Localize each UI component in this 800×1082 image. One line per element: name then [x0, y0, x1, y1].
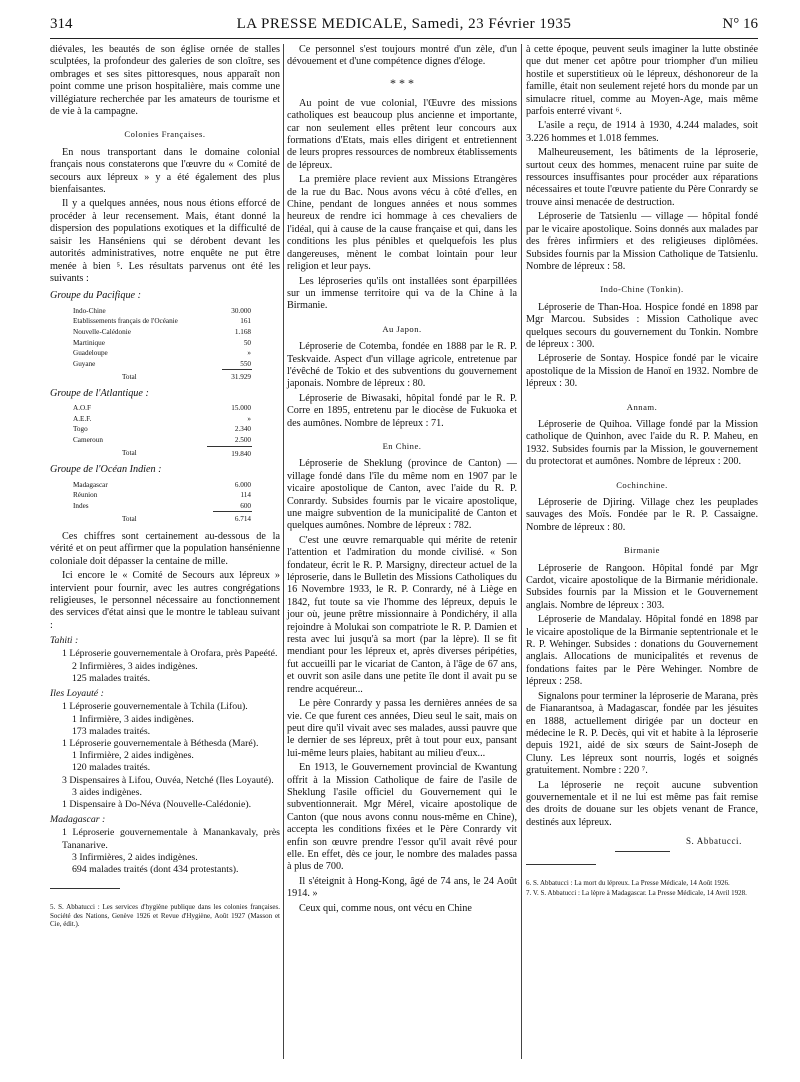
row-value: » — [247, 349, 251, 358]
column-3 — [526, 44, 758, 897]
stats-table — [72, 403, 252, 459]
page-number: 314 — [50, 16, 73, 32]
table-row — [72, 501, 252, 512]
section-heading: Colonies Françaises. — [124, 129, 206, 140]
row-label: Etablissements français de l'Océanie — [73, 317, 178, 326]
total-row — [72, 512, 252, 525]
section-heading: Au Japon. — [382, 323, 422, 334]
list-item: 125 malades traités. — [72, 672, 151, 684]
table-row — [72, 327, 252, 338]
list-item: 1 Léproserie gouvernementale à Tchila (Lifou). — [62, 701, 248, 713]
paragraph: Signalons pour terminer la léproserie de Marana, près de Fianarantsoa, à Madagascar, fondée par les jésuites en 1888, actuellement dirigée par un docteur en médecine le R. P. Decès, qui vit et habite à la léproserie depuis 1921, aidé de six sœurs de Saint-Joseph de Cluny. Les lépreux sont nourris, logés et soignés gratuitement. Nombre : 220 ⁷. — [526, 690, 758, 777]
section-heading: Birmanie — [624, 545, 660, 556]
row-value: 15.000 — [231, 404, 251, 413]
list-item: 1 Dispensaire à Do-Néva (Nouvelle-Calédonie). — [62, 798, 252, 810]
row-value: 30.000 — [231, 306, 251, 315]
journal-title: LA PRESSE MEDICALE, Samedi, 23 Février 1935 — [236, 16, 572, 32]
list-item: 3 Infirmières, 2 aides indigènes. — [72, 851, 198, 863]
column-divider — [521, 44, 522, 1059]
row-label: Nouvelle-Calédonie — [73, 327, 131, 336]
paragraph: La première place revient aux Missions Etrangères de la rue du Bac. Nous avons vécu à côté d'elles, en Chine, pendant de longues années et nous sommes heureux de rendre ici hommage à ces chevaliers de l'idéal, qui à cause de la cause française et qui, dans les conditions les plus pénibles et quelquefois les plus dangereuses, mènent le combat lointain pour leur religion et leur pays. — [287, 174, 517, 273]
table-row — [72, 424, 252, 435]
row-label: A.E.F. — [73, 414, 92, 423]
paragraph: Léproserie de Sheklung (province de Canton) — village fondé dans l'île du même nom en 1907 par le vicaire apostolique de Canton, avec l'aide du R. P. Conrardy. Subsides fournis par le vicaire apostolique, une maigre subvention de la municipalité de Canton et quelques aumônes. Nombre de lépreux : 782. — [287, 458, 517, 532]
table-row — [72, 338, 252, 349]
row-value: 6.000 — [234, 480, 251, 489]
paragraph: En 1913, le Gouvernement provincial de Kwantung offrit à la Mission Catholique de faire de l'asile de Sheklung l'asile officiel du Gouvernement qui le subventionnerait. Mgr Mérel, vicaire apostolique de Canton (que nous avons connu nous-même en Chine), accepta les conditions fixées et le Père Conrardy vit enfin son œuvre prendre l'essor qu'il avait rêvé pour elle. En effet, dès ce jour, le nombre des malades passa à plus de 700. — [287, 762, 517, 873]
paragraph: L'asile a reçu, de 1914 à 1930, 4.244 malades, soit 3.226 hommes et 1.018 femmes. — [526, 120, 758, 144]
stats-table — [72, 480, 252, 525]
paragraph: Léproserie de Djiring. Village chez les peuplades sauvages des Moïs. Fondée par le R. P. Cassaigne. Nombre de lépreux : 80. — [526, 497, 758, 533]
total-label: Total — [122, 515, 137, 524]
total-value: 19.840 — [207, 446, 252, 459]
list-heading: Iles Loyauté : — [50, 688, 104, 700]
section-heading: Indo-Chine (Tonkin). — [600, 284, 684, 295]
column-2 — [287, 44, 517, 917]
table-row — [72, 403, 252, 414]
row-value: 50 — [243, 338, 251, 347]
paragraph: Léproserie de Cotemba, fondée en 1888 par le R. P. Teskvaide. Aspect d'un village agricole, entretenue par l'évêché de Tokio et des subventions du gouvernement japonais. Nombre de lépreux : 80. — [287, 341, 517, 390]
paragraph: Ici encore le « Comité de Secours aux lépreux » intervient pour fournir, avec les autres congrégations religieuses, le personnel nécessaire au fonctionnement des services d'état ainsi que le montre le tableau suivant : — [50, 570, 280, 631]
table-row — [72, 348, 252, 359]
end-rule — [615, 851, 670, 852]
row-label: A.O.F — [73, 404, 91, 413]
paragraph: Léproserie de Mandalay. Hôpital fondé en 1898 par le vicaire apostolique de la Birmanie septentrionale et le R. P. Wehinger. Subsides : donations du Gouvernement anglais. Allocations de municipalités et revenus de fondations faites par le Père Wehinger. Nombre de lépreux : 258. — [526, 614, 758, 688]
list-item: 1 Léproserie gouvernementale à Orofara, près Papeété. — [62, 648, 278, 660]
footnote: 5. S. Abbatucci : Les services d'hygiène publique dans les colonies françaises. Société des Nations, Genève 1926 et Revue d'Hygiène, Août 1927 (Masson et Cie, édit.). — [50, 903, 280, 928]
paragraph: La léproserie ne reçoit aucune subvention gouvernementale et il ne lui est même pas fait remise des droits de douane sur les objets venant de France, destinés aux lépreux. — [526, 779, 758, 828]
footnote-rule — [50, 888, 120, 889]
list-item: 3 aides indigènes. — [72, 786, 142, 798]
list-item: 173 malades traités. — [72, 725, 151, 737]
list-item: 120 malades traités. — [72, 762, 151, 774]
section-heading: En Chine. — [382, 440, 422, 451]
row-value: 1.168 — [234, 327, 251, 336]
paragraph: Léproserie de Quihoa. Village fondé par la Mission catholique de Quinhon, avec l'aide du R. P. Maheu, en 1932. Subsides fournis par la Mission, le gouvernement du protectorat et aumônes. Nombre de lépreux : 200. — [526, 418, 758, 468]
section-heading: Cochinchine. — [616, 479, 668, 490]
row-label: Guyane — [73, 359, 96, 368]
paragraph: à cette époque, peuvent seuls imaginer la lutte obstinée que dut mener cet apôtre pour triompher d'un milieu hostile et superstitieux où le lépreux, déshonoreur de la famille, était non seulement rejeté hors du monde par un simulacre rituel, comme au Moyen-Age, mais même parfois enterré vivant ⁶. — [526, 44, 758, 118]
paragraph: Ces chiffres sont certainement au-dessous de la vérité et on peut affirmer que la population hansénienne coloniale doit dépasser la centaine de mille. — [50, 531, 280, 567]
paragraph: Léproserie de Sontay. Hospice fondé par le vicaire apostolique de la Mission de Hanoï en 1932. Nombre de lépreux : 30. — [526, 353, 758, 390]
row-label: Madagascar — [73, 480, 108, 489]
row-label: Cameroun — [73, 436, 103, 445]
footnote: 6. S. Abbatucci : La mort du lépreux. La Presse Médicale, 14 Août 1926. — [526, 878, 730, 887]
total-label: Total — [122, 449, 137, 458]
table-row — [72, 359, 252, 370]
total-row — [72, 446, 252, 459]
section-separator: * * * — [390, 75, 414, 90]
table-row — [72, 480, 252, 491]
row-label: Indes — [73, 502, 89, 511]
row-label: Guadeloupe — [73, 349, 108, 358]
list-item: 1 Léproserie gouvernementale à Manankavaly, près Tananarive. — [62, 827, 280, 851]
services-list — [50, 635, 280, 876]
footnote-rule — [526, 864, 596, 865]
paragraph: Léproserie de Rangoon. Hôpital fondé par Mgr Cardot, vicaire apostolique de la Birmanie méridionale. Subsides fournis par la Mission et le Gouvernement anglais. Nombre de lépreux : 303. — [526, 562, 758, 611]
row-label: Togo — [73, 425, 88, 434]
table-row — [72, 306, 252, 317]
table-row — [72, 490, 252, 501]
row-value: 161 — [240, 317, 251, 326]
paragraph: Malheureusement, les bâtiments de la léproserie, surtout ceux des hommes, menacent ruine par suite de ressources insuffisantes pour procéder aux réparations nécessaires et toute l'œuvre patiente du Père Conrardy se trouve ainsi menacée de destruction. — [526, 147, 758, 208]
paragraph: Il y a quelques années, nous nous étions efforcé de procéder à leur recensement. Mais, étant donné la dispersion des populations exotiques et la difficulté de saisir les Hanséniens qui se dérobent devant les autorités administratives, notre enquête ne put être menée à bien ⁵. Les résultats parvenus ont été les suivants : — [50, 198, 280, 284]
paragraph: Ce personnel s'est toujours montré d'un zèle, d'un dévouement et d'une compétence dignes d'éloge. — [287, 44, 517, 68]
paragraph: Léproserie de Biwasaki, hôpital fondé par le R. P. Corre en 1895, entretenu par le diocèse de Fukuoka et des aumônes. Nombre de lépreux : 71. — [287, 392, 517, 429]
list-heading: Madagascar : — [50, 814, 106, 826]
list-item: 3 Dispensaires à Lifou, Ouvéa, Netché (Iles Loyauté). — [62, 774, 274, 786]
stats-table — [72, 306, 252, 383]
paragraph: Léproserie de Tatsienlu — village — hôpital fondé par le vicaire apostolique. Soins donnés aux malades par des frères infirmiers et des religieuses diplômées. Subsides fournis par la Mission Catholique de Tatsienlu. Nombre de lépreux : 58. — [526, 211, 758, 272]
page-header — [50, 16, 758, 38]
paragraph: C'est une œuvre remarquable qui mérite de retenir l'attention et l'admiration du monde civilisé. « Son fondateur, écrit le R. P. Marsigny, directeur actuel de la léproserie, dans le Bulletin des Missions Catholiques du 16 Novembre 1933, le R. P. Conrardy, né à Liège en 1842, fut toute sa vie l'homme des lépreux, depuis le jour où, jeune prêtre missionnaire à Pondichéry, il alla rejoindre à Molukai son compatriote le R. P. Damien et resta avec lui jusqu'à sa mort (par la lèpre). Il se fit mendiant pour les lépreux et, après diverses péripéties, fut accueilli par le vicariat de Canton, à l'âge de 67 ans, et ouvrit son asile dans une petite île dont il avait pu se rendre acquéreur... — [287, 534, 517, 695]
row-value: 600 — [240, 501, 251, 510]
section-heading: Annam. — [626, 401, 658, 412]
issue-number: N° 16 — [722, 16, 758, 32]
row-value: 2.340 — [234, 425, 251, 434]
column-divider — [283, 44, 284, 1059]
list-item: 2 Infirmières, 3 aides indigènes. — [72, 660, 198, 672]
table-row — [72, 316, 252, 327]
list-item: 694 malades traités (dont 434 protestants). — [72, 863, 239, 875]
header-rule — [50, 38, 758, 39]
paragraph: Au point de vue colonial, l'Œuvre des missions catholiques est beaucoup plus ancienne et importante, car non seulement elles prêtent leur concours aux formations d'Etats, mais elles dirigent et entretiennent de leurs propres ressources de nombreux établissements de lépreux. — [287, 97, 517, 171]
paragraph: Ceux qui, comme nous, ont vécu en Chine — [299, 902, 472, 914]
row-value: 550 — [240, 359, 251, 368]
table-row — [72, 435, 252, 446]
list-item: 1 Infirmière, 2 aides indigènes. — [72, 750, 194, 762]
row-value: 114 — [240, 491, 251, 500]
paragraph: Le père Conrardy y passa les dernières années de sa vie. Ce que furent ces années, Dieu seul le sait, mais on peut dire qu'il vivait avec ses malades, aussi pauvre que le dernier de ses lépreux, prêt à tout pour eux, pansant lui-même leurs plaies, habitant au milieu d'eux... — [287, 698, 517, 759]
row-label: Indo-Chine — [73, 306, 106, 315]
total-label: Total — [122, 373, 137, 382]
list-heading: Tahiti : — [50, 635, 79, 647]
list-item: 1 Léproserie gouvernementale à Béthesda (Maré). — [62, 737, 259, 749]
group-title: Groupe de l'Océan Indien : — [50, 464, 162, 476]
row-value: » — [247, 414, 251, 423]
row-label: Réunion — [73, 491, 98, 500]
total-value: 31.929 — [222, 370, 252, 383]
column-1 — [50, 44, 280, 928]
group-title: Groupe du Pacifique : — [50, 290, 142, 302]
author-signature: S. Abbatucci. — [685, 836, 742, 847]
row-label: Martinique — [73, 338, 105, 347]
paragraph: diévales, les beautés de son église ornée de stalles sculptées, la profondeur des galeries de son cloître, ses ombrages et ses sites pittoresques, nous apparaît non point comme une prison hospitalière, mais comme une villégiature recherchée par les amateurs de tourisme et de vie à la campagne. — [50, 44, 280, 118]
paragraph: En nous transportant dans le domaine colonial français nous constaterons que l'œuvre du « Comité de secours aux lépreux » y a été également des plus bienfaisantes. — [50, 146, 280, 196]
row-value: 2.500 — [234, 436, 251, 445]
paragraph: Léproserie de Than-Hoa. Hospice fondé en 1898 par Mgr Marcou. Subsides : Mission Catholique avec quelques secours du gouvernement du Tonkin. Nombre de lépreux : 300. — [526, 301, 758, 350]
total-row — [72, 370, 252, 383]
list-item: 1 Infirmière, 3 aides indigènes. — [72, 713, 194, 725]
paragraph: Les léproseries qu'ils ont installées sont éparpillées sur un immense territoire qui va de la Chine à la Birmanie. — [287, 275, 517, 312]
paragraph: Il s'éteignit à Hong-Kong, âgé de 74 ans, le 24 Août 1914. » — [287, 875, 517, 900]
footnote: 7. V. S. Abbatucci : La lèpre à Madagascar. La Presse Médicale, 14 Avril 1928. — [526, 888, 747, 897]
total-value: 6.714 — [213, 512, 252, 525]
table-row — [72, 414, 252, 425]
group-title: Groupe de l'Atlantique : — [50, 387, 149, 399]
